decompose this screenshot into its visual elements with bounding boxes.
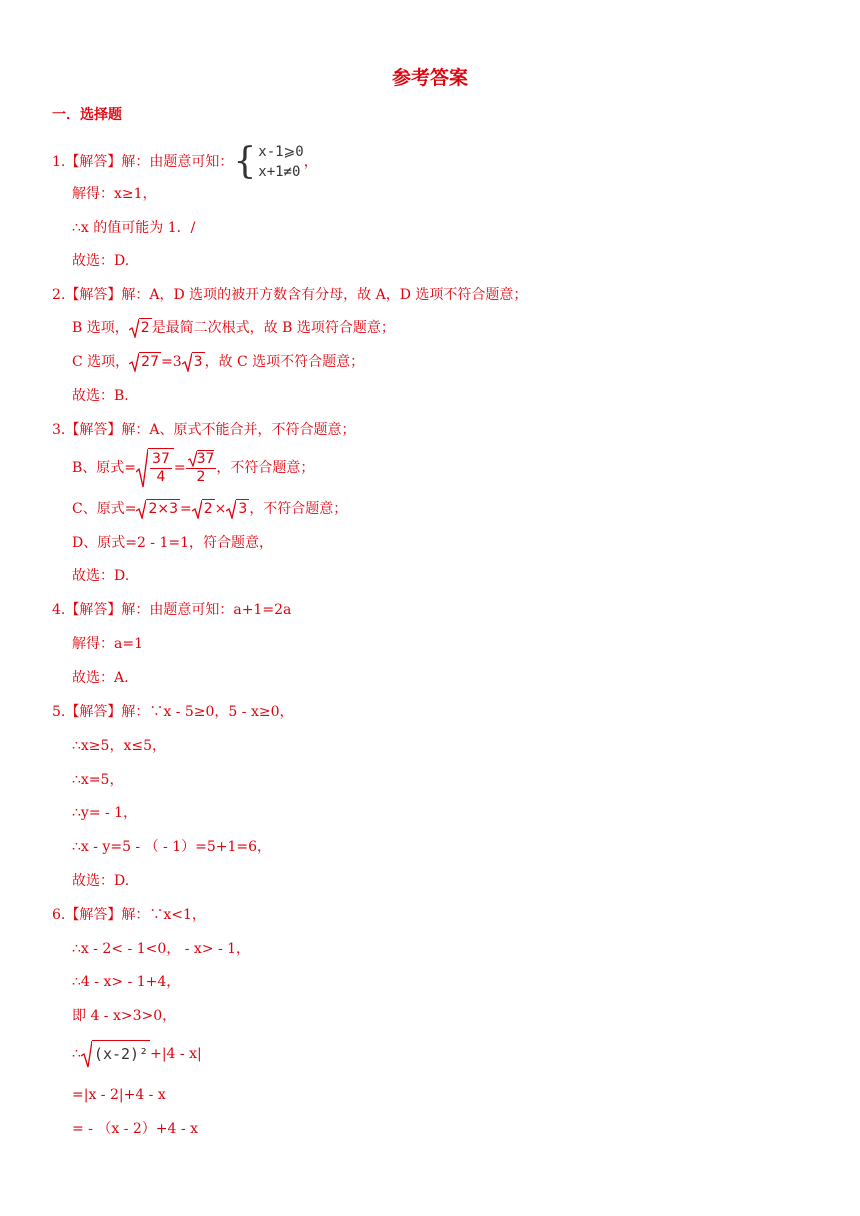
q5-line-5: ∴x - y=5 - （ - 1）=5+1=6， <box>72 839 272 855</box>
q5-line-4: ∴y= - 1， <box>72 805 138 821</box>
radical-sign-icon <box>192 499 202 519</box>
q6-line-3: ∴4 - x> - 1+4， <box>72 974 181 990</box>
radical-sign-icon <box>188 450 197 467</box>
q3-line-3 <box>72 499 347 519</box>
q3-line-3-prefix: C、原式= <box>72 501 137 517</box>
q5-line-6: 故选：D. <box>72 873 130 889</box>
q6-line-7: = - （x - 2）+4 - x <box>72 1121 198 1137</box>
q4-line-1: 4.【解答】解：由题意可知：a+1=2a <box>52 602 292 618</box>
q6-line-5 <box>72 1040 202 1068</box>
q1-head: 1.【解答】解：由题意可知： <box>52 154 234 170</box>
sqrt-27: 27 <box>129 352 161 372</box>
sqrt-x-minus-2-squared: (x-2)² <box>81 1040 150 1068</box>
radical-sign-icon <box>182 352 192 372</box>
q3-line-2 <box>72 448 314 488</box>
q3-line-5: 故选：D. <box>72 568 130 584</box>
fraction-37-over-4: $\frac{37}{4}$ <box>152 451 170 485</box>
q5-line-3: ∴x=5， <box>72 772 124 788</box>
q3-line-2-prefix: B、原式= <box>72 460 137 476</box>
q2-line-2 <box>72 318 395 338</box>
q6-line-6: =|x - 2|+4 - x <box>72 1087 166 1103</box>
q3-line-2-equals: = <box>173 460 186 476</box>
radical-sign-icon <box>81 1040 92 1068</box>
q1-line-1 <box>52 142 318 182</box>
q2-line-4: 故选：B. <box>72 388 129 404</box>
q1-comma: ， <box>303 154 318 170</box>
radical-sign-icon <box>129 352 139 372</box>
radical-sign-icon <box>136 448 148 488</box>
q2-line-1: 2.【解答】解：A，D 选项的被开方数含有分母，故 A，D 选项不符合题意； <box>52 287 528 303</box>
sqrt-3: 3 <box>182 352 205 372</box>
q1-line-4: 故选：D. <box>72 253 130 269</box>
q2-line-2-suffix: 是最简二次根式，故 B 选项符合题意； <box>151 320 395 336</box>
q3-line-3-suffix: ，不符合题意； <box>249 501 348 517</box>
system-row-2: x+1≠0 <box>258 164 301 180</box>
q3-line-3-times: × <box>214 501 227 517</box>
q3-line-2-suffix: ，不符合题意； <box>216 460 315 476</box>
q6-line-5-suffix: +|4 - x| <box>150 1046 202 1062</box>
q2-line-3-suffix: ，故 C 选项不符合题意； <box>204 354 365 370</box>
q2-line-3-prefix: C 选项， <box>72 354 130 370</box>
q3-line-3-equals: = <box>180 501 192 517</box>
section-heading: 一．选择题 <box>52 107 122 123</box>
q1-line-3: ∴x 的值可能为 1．/ <box>72 220 196 236</box>
sqrt-3: 3 <box>226 499 249 519</box>
sqrt-2: 2 <box>129 318 152 338</box>
system-row-1: x-1⩾0 <box>258 144 304 160</box>
q6-line-4: 即 4 - x>3>0， <box>72 1008 177 1024</box>
q2-line-3-mid: =3 <box>161 354 182 370</box>
q5-line-2: ∴x≥5，x≤5， <box>72 738 166 754</box>
fraction-sqrt37-over-2: $\frac{37}{2}$ <box>186 450 217 486</box>
q3-line-4: D、原式=2 - 1=1，符合题意， <box>72 535 274 551</box>
sqrt-2: 2 <box>192 499 215 519</box>
q6-line-2: ∴x - 2< - 1<0， - x> - 1， <box>72 941 251 957</box>
q4-line-3: 故选：A. <box>72 670 129 686</box>
radical-sign-icon <box>129 318 139 338</box>
q6-line-5-prefix: ∴ <box>72 1046 81 1062</box>
q5-line-1: 5.【解答】解：∵x - 5≥0，5 - x≥0， <box>52 704 294 720</box>
page-title: 参考答案 <box>391 67 468 89</box>
q1-line-2: 解得：x≥1， <box>72 186 157 202</box>
q4-line-2: 解得：a=1 <box>72 636 143 652</box>
q6-line-1: 6.【解答】解：∵x<1， <box>52 907 206 923</box>
sqrt-2x3: 2×3 <box>136 499 180 519</box>
sqrt-fraction-37-4 <box>136 448 174 488</box>
q1-equation-system: { x-1⩾0 x+1≠0 <box>233 141 304 182</box>
q2-line-2-prefix: B 选项， <box>72 320 129 336</box>
radical-sign-icon <box>136 499 146 519</box>
radical-sign-icon <box>226 499 236 519</box>
q2-line-3 <box>72 352 364 372</box>
q3-line-1: 3.【解答】解：A、原式不能合并，不符合题意； <box>52 422 356 438</box>
